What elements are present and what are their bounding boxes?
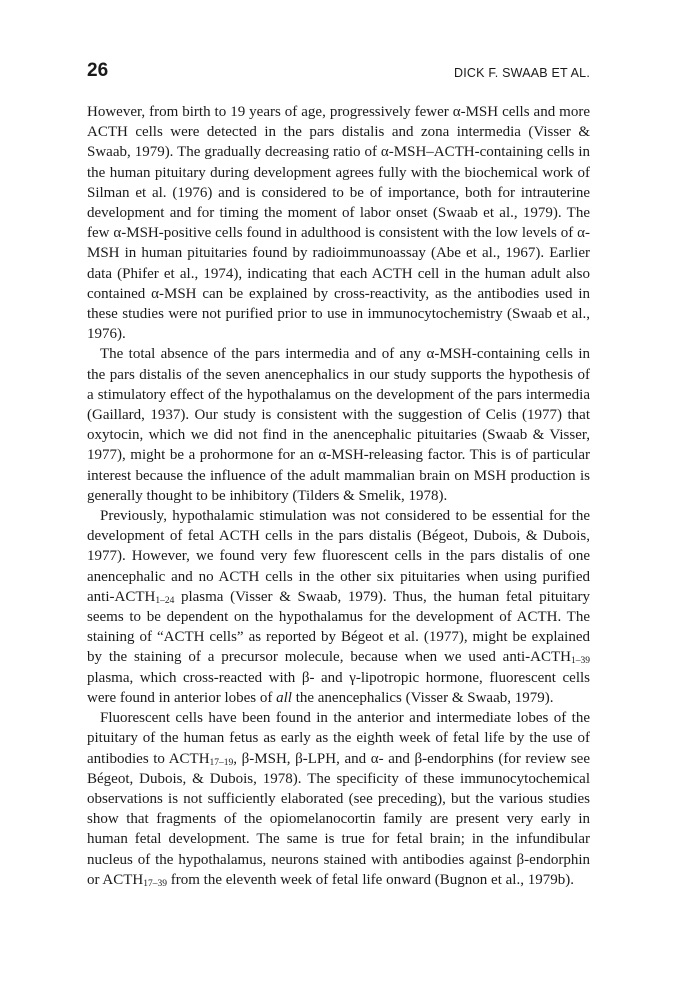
paragraph [87,344,590,506]
text-segment: the anencephalics (Visser & Swaab, 1979). [291,689,554,706]
paragraph [87,708,590,890]
text-segment: Previously, hypothalamic stimulation was not considered to be essential for the development of fetal ACTH cells in the pars distalis (Bégeot, Dubois, & Dubois, 1977). However, we found very few fluorescent cells in the pars distalis of one anencephalic and no ACTH cells in the other six pituitaries when using purified anti-ACTH [87,508,590,605]
text-segment: However, from birth to 19 years of age, progressively fewer α-MSH cells and more ACTH cells were detected in the pars distalis and zona intermedia (Visser & Swaab, 1979). The gradually decreasing ratio of α-MSH–ACTH-containing cells in the human pituitary during development agrees fully with the biochemical work of Silman et al. (1976) and is considered to be of importance, both for intrauterine development and for timing the moment of labor onset (Swaab et al., 1979). The few α-MSH-positive cells found in adulthood is consistent with the low levels of α-MSH in human pituitaries found by radioimmunoassay (Abe et al., 1967). Earlier data (Phifer et al., 1974), indicating that each ACTH cell in the human adult also contained α-MSH can be explained by cross-reactivity, as the antibodies used in these studies were not purified prior to use in immunocytochemistry (Swaab et al., 1976). [87,104,590,343]
book-page [87,60,590,890]
subscript: 1–24 [155,595,175,606]
subscript: 17–39 [143,878,167,889]
page-number: 26 [87,60,109,81]
emphasis: all [276,689,292,706]
text-segment: The total absence of the pars intermedia and of any α-MSH-containing cells in the pars distalis of the seven anencephalics in our study supports the hypothesis of a stimulatory effect of the hypothalamus on the development of the pars intermedia (Gaillard, 1937). Our study is consistent with the suggestion of Celis (1977) that oxytocin, which we did not find in the anencephalic pituitaries (Swaab & Visser, 1977), might be a prohormone for an α-MSH-releasing factor. This is of particular interest because the influence of the adult mammalian brain on MSH production is generally thought to be inhibitory (Tilders & Smelik, 1978). [87,346,590,504]
text-segment: from the eleventh week of fetal life onward (Bugnon et al., 1979b). [167,871,574,888]
text-segment: Fluorescent cells have been found in the anterior and intermediate lobes of the pituitary of the human fetus as early as the eighth week of fetal life by the use of antibodies to ACTH [87,710,590,767]
paragraph [87,102,590,344]
body-text [87,102,590,890]
text-segment: plasma, which cross-reacted with β- and γ-lipotropic hormone, fluorescent cells were found in anterior lobes of [87,669,590,706]
text-segment: plasma (Visser & Swaab, 1979). Thus, the human fetal pituitary seems to be dependent on the hypothalamus for the development of ACTH. The staining of “ACTH cells” as reported by Bégeot et al. (1977), might be explained by the staining of a precursor molecule, because when we used anti-ACTH [87,588,590,666]
paragraph [87,506,590,708]
text-segment: , β-MSH, β-LPH, and α- and β-endorphins (for review see Bégeot, Dubois, & Dubois, 1978). The specificity of these immunocytochemical observations is not sufficiently elaborated (see preceding), but the various studies show that fragments of the opiomelanocortin family are present very early in human fetal development. The same is true for fetal brain; in the infundibular nucleus of the hypothalamus, neurons stained with antibodies against β-endorphin or ACTH [87,750,590,888]
subscript: 17–19 [209,757,234,768]
subscript: 1–39 [571,656,590,667]
running-title: DICK F. SWAAB ET AL. [454,66,590,80]
running-head [87,60,590,90]
